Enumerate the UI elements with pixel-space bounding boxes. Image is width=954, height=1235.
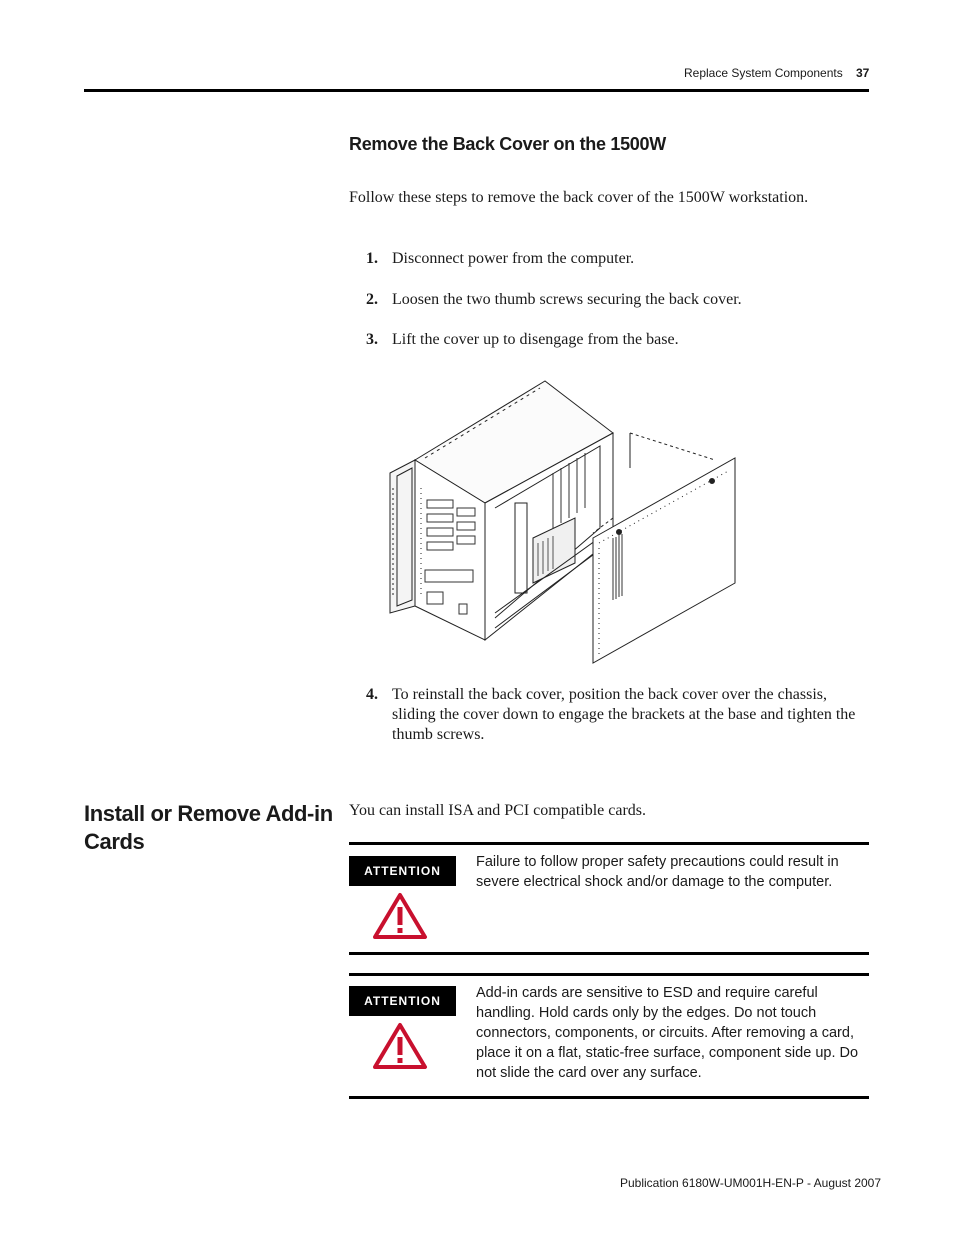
warning-triangle-icon <box>372 1022 428 1070</box>
step-text: Disconnect power from the computer. <box>392 250 635 267</box>
attention-bottom-rule <box>349 952 869 955</box>
publication-footer: Publication 6180W-UM001H-EN-P - August 2007 <box>620 1176 882 1190</box>
step-number: 1. <box>366 250 378 267</box>
step-number: 2. <box>366 291 378 308</box>
section-heading-addin-cards: Install or Remove Add-in Cards <box>84 801 333 854</box>
intro-paragraph: Follow these steps to remove the back cover of the 1500W workstation. <box>349 189 809 206</box>
section-heading-remove-cover: Remove the Back Cover on the 1500W <box>349 134 666 154</box>
warning-triangle-icon <box>372 892 428 940</box>
addin-intro-paragraph: You can install ISA and PCI compatible cards. <box>349 802 647 819</box>
step-3 <box>366 330 856 350</box>
workstation-back-cover-illustration <box>385 378 745 668</box>
step-text: Lift the cover up to disengage from the base. <box>392 331 679 348</box>
step-number: 4. <box>366 686 378 703</box>
step-4 <box>366 685 856 745</box>
page-number: 37 <box>856 66 870 80</box>
attention-text: Failure to follow proper safety precautions could result in severe electrical shock and/or damage to the computer. <box>476 854 839 890</box>
step-2 <box>366 290 856 310</box>
step-text: Loosen the two thumb screws securing the back cover. <box>392 291 742 308</box>
attention-label: ATTENTION <box>349 856 456 886</box>
attention-label: ATTENTION <box>349 986 456 1016</box>
attention-top-rule <box>349 973 869 976</box>
step-number: 3. <box>366 331 378 348</box>
attention-text: Add-in cards are sensitive to ESD and require careful handling. Hold cards only by the edges. Do not touch connectors, components, or circuits. After removing a card, place it on a flat, static-free surface, component side up. Do not slide the card over any surface. <box>476 985 859 1081</box>
step-text: To reinstall the back cover, position the back cover over the chassis, sliding the cover down to engage the brackets at the base and tighten the thumb screws. <box>392 686 856 743</box>
running-header: Replace System Components <box>684 66 843 80</box>
attention-top-rule <box>349 842 869 845</box>
attention-bottom-rule <box>349 1096 869 1099</box>
header-rule <box>84 89 869 92</box>
step-1 <box>366 249 856 269</box>
